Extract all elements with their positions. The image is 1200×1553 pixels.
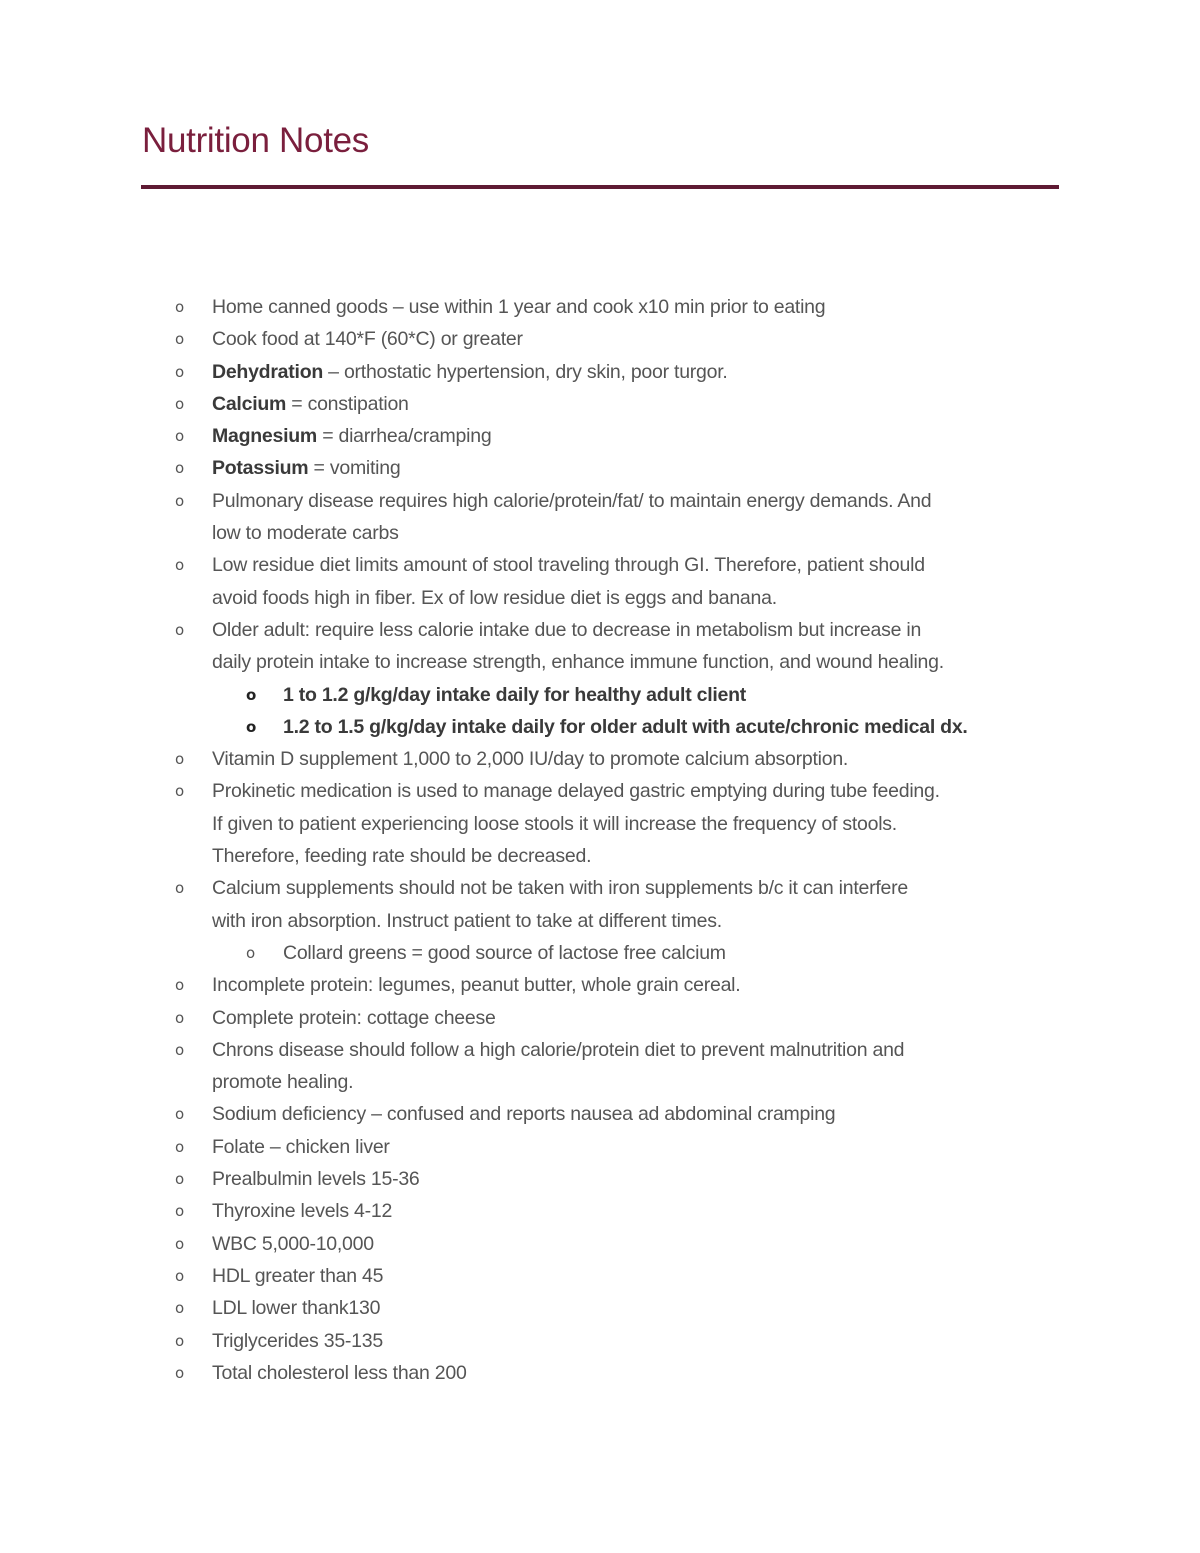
item-text-line: Older adult: require less calorie intake due to decrease in metabolism but increase in bbox=[212, 618, 922, 641]
item-text-line: Pulmonary disease requires high calorie/protein/fat/ to maintain energy demands. And bbox=[212, 489, 932, 512]
list-item bbox=[0, 775, 1200, 872]
item-term: Calcium bbox=[212, 392, 287, 415]
item-text: HDL greater than 45 bbox=[212, 1264, 384, 1287]
bullet-marker: o bbox=[246, 943, 255, 962]
bullet-marker: o bbox=[175, 782, 184, 801]
item-text: Collard greens = good source of lactose free calcium bbox=[283, 941, 726, 964]
sub-list-item bbox=[0, 679, 1200, 711]
item-text: LDL lower thank130 bbox=[212, 1297, 381, 1320]
item-text-line: with iron absorption. Instruct patient to take at different times. bbox=[212, 909, 722, 932]
item-text-line: If given to patient experiencing loose stools it will increase the frequency of stools. bbox=[212, 812, 897, 835]
bullet-marker: o bbox=[175, 1008, 184, 1027]
list-item bbox=[0, 1098, 1200, 1130]
bullet-marker: o bbox=[175, 1202, 184, 1221]
item-text: Sodium deficiency – confused and reports nausea ad abdominal cramping bbox=[212, 1103, 836, 1126]
bullet-marker: o bbox=[175, 879, 184, 898]
item-term: Potassium bbox=[212, 457, 309, 480]
list-item bbox=[0, 743, 1200, 775]
bullet-marker: o bbox=[175, 459, 184, 478]
item-text-line: avoid foods high in fiber. Ex of low residue diet is eggs and banana. bbox=[212, 586, 777, 609]
sub-list-item bbox=[0, 711, 1200, 743]
item-text-line: low to moderate carbs bbox=[212, 522, 399, 545]
item-text-line: daily protein intake to increase strength, enhance immune function, and wound healing. bbox=[212, 651, 944, 674]
list-item bbox=[0, 323, 1200, 355]
list-item bbox=[0, 1195, 1200, 1227]
bullet-marker: o bbox=[175, 1299, 184, 1318]
bullet-marker: o bbox=[246, 685, 257, 704]
page-title: Nutrition Notes bbox=[142, 121, 369, 160]
item-text: 1 to 1.2 g/kg/day intake daily for healthy adult client bbox=[283, 683, 747, 706]
bullet-marker: o bbox=[175, 1170, 184, 1189]
item-text-line: promote healing. bbox=[212, 1071, 354, 1094]
list-item bbox=[0, 872, 1200, 937]
title-divider bbox=[141, 185, 1059, 189]
item-text: Folate – chicken liver bbox=[212, 1135, 390, 1158]
item-text-line: Low residue diet limits amount of stool traveling through GI. Therefore, patient should bbox=[212, 554, 925, 577]
item-text: Prealbulmin levels 15-36 bbox=[212, 1168, 420, 1191]
bullet-marker: o bbox=[175, 491, 184, 510]
bullet-marker: o bbox=[175, 1040, 184, 1059]
bullet-marker: o bbox=[175, 427, 184, 446]
item-text: Home canned goods – use within 1 year and cook x10 min prior to eating bbox=[212, 296, 826, 318]
item-text: – orthostatic hypertension, dry skin, poor turgor. bbox=[323, 360, 728, 383]
list-item bbox=[0, 1131, 1200, 1163]
item-term: Dehydration bbox=[212, 360, 324, 383]
item-text: Vitamin D supplement 1,000 to 2,000 IU/day to promote calcium absorption. bbox=[212, 748, 849, 771]
bullet-marker: o bbox=[246, 717, 257, 736]
item-term: Magnesium bbox=[212, 425, 318, 448]
list-item bbox=[0, 1260, 1200, 1292]
list-item bbox=[0, 549, 1200, 614]
list-item bbox=[0, 1292, 1200, 1324]
item-text: 1.2 to 1.5 g/kg/day intake daily for older adult with acute/chronic medical dx. bbox=[283, 715, 968, 738]
bullet-marker: o bbox=[175, 330, 184, 349]
bullet-marker: o bbox=[175, 1137, 184, 1156]
list-item bbox=[0, 1357, 1200, 1389]
list-item bbox=[0, 1163, 1200, 1195]
item-text: Complete protein: cottage cheese bbox=[212, 1006, 496, 1029]
item-text: WBC 5,000-10,000 bbox=[212, 1232, 374, 1255]
bullet-marker: o bbox=[175, 1266, 184, 1285]
list-item bbox=[0, 1034, 1200, 1099]
list-item bbox=[0, 1002, 1200, 1034]
list-item bbox=[0, 1228, 1200, 1260]
notes-list bbox=[0, 291, 1200, 1389]
item-text: Total cholesterol less than 200 bbox=[212, 1361, 467, 1384]
item-text: = vomiting bbox=[308, 457, 401, 480]
list-item bbox=[0, 614, 1200, 679]
list-item bbox=[0, 388, 1200, 420]
item-text: Cook food at 140*F (60*C) or greater bbox=[212, 328, 523, 351]
bullet-marker: o bbox=[175, 1105, 184, 1124]
item-text-line: Chrons disease should follow a high calorie/protein diet to prevent malnutrition and bbox=[212, 1038, 905, 1061]
bullet-marker: o bbox=[175, 750, 184, 769]
item-text-line: Therefore, feeding rate should be decreased. bbox=[212, 845, 592, 868]
list-item bbox=[0, 420, 1200, 452]
item-text: Incomplete protein: legumes, peanut butter, whole grain cereal. bbox=[212, 974, 741, 997]
bullet-marker: o bbox=[175, 556, 184, 575]
item-text-line: Prokinetic medication is used to manage delayed gastric emptying during tube feeding. bbox=[212, 780, 940, 803]
list-item bbox=[0, 291, 1200, 323]
list-item bbox=[0, 485, 1200, 550]
item-text: Triglycerides 35-135 bbox=[212, 1329, 383, 1352]
sub-list-item bbox=[0, 937, 1200, 969]
list-item bbox=[0, 452, 1200, 484]
bullet-marker: o bbox=[175, 976, 184, 995]
bullet-marker: o bbox=[175, 620, 184, 639]
bullet-marker: o bbox=[175, 362, 184, 381]
bullet-marker: o bbox=[175, 1363, 184, 1382]
list-item bbox=[0, 1325, 1200, 1357]
bullet-marker: o bbox=[175, 1331, 184, 1350]
item-text: = constipation bbox=[286, 392, 409, 415]
list-item bbox=[0, 356, 1200, 388]
bullet-marker: o bbox=[175, 298, 184, 316]
bullet-marker: o bbox=[175, 1234, 184, 1253]
bullet-marker: o bbox=[175, 394, 184, 413]
item-text: Thyroxine levels 4-12 bbox=[212, 1200, 393, 1223]
list-item bbox=[0, 969, 1200, 1001]
item-text-line: Calcium supplements should not be taken with iron supplements b/c it can interfere bbox=[212, 877, 908, 900]
item-text: = diarrhea/cramping bbox=[317, 425, 492, 448]
